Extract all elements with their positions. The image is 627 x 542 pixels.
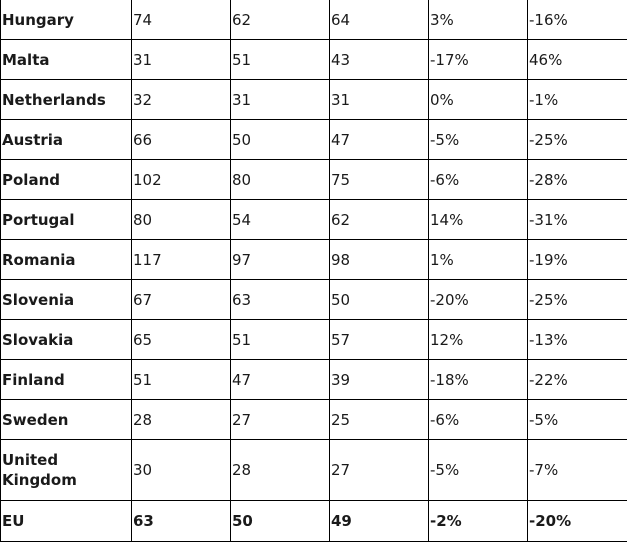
value-cell: 117: [132, 240, 231, 280]
change-cell: -20%: [429, 280, 528, 320]
value-cell: 50: [330, 280, 429, 320]
value-cell: 75: [330, 160, 429, 200]
table-row: [1, 120, 627, 160]
table-row: [1, 40, 627, 80]
value-cell: 80: [132, 200, 231, 240]
change-cell: -5%: [429, 120, 528, 160]
value-cell: 62: [330, 200, 429, 240]
value-cell: 25: [330, 400, 429, 440]
change-cell: -28%: [528, 160, 627, 200]
table-row: [1, 200, 627, 240]
value-cell: 30: [132, 440, 231, 501]
table-row: [1, 360, 627, 400]
change-cell: -25%: [528, 120, 627, 160]
value-cell: 39: [330, 360, 429, 400]
value-cell: 65: [132, 320, 231, 360]
country-cell: Poland: [1, 160, 132, 200]
change-cell: -17%: [429, 40, 528, 80]
table-body: [1, 0, 627, 542]
country-cell: Netherlands: [1, 80, 132, 120]
value-cell: 63: [231, 280, 330, 320]
value-cell: 102: [132, 160, 231, 200]
value-cell: 67: [132, 280, 231, 320]
change-cell: 1%: [429, 240, 528, 280]
change-cell: -18%: [429, 360, 528, 400]
change-cell: -5%: [528, 400, 627, 440]
value-cell: 31: [231, 80, 330, 120]
country-cell: Slovenia: [1, 280, 132, 320]
table-row: [1, 160, 627, 200]
value-cell: 28: [132, 400, 231, 440]
change-cell: -1%: [528, 80, 627, 120]
value-cell: 31: [132, 40, 231, 80]
table-row: [1, 320, 627, 360]
value-cell: 98: [330, 240, 429, 280]
change-cell: -22%: [528, 360, 627, 400]
change-cell: 0%: [429, 80, 528, 120]
change-cell: -7%: [528, 440, 627, 501]
change-cell: -2%: [429, 501, 528, 542]
value-cell: 97: [231, 240, 330, 280]
value-cell: 47: [330, 120, 429, 160]
value-cell: 66: [132, 120, 231, 160]
value-cell: 64: [330, 0, 429, 40]
table-row: [1, 240, 627, 280]
value-cell: 31: [330, 80, 429, 120]
value-cell: 50: [231, 501, 330, 542]
table-row: [1, 0, 627, 40]
change-cell: -6%: [429, 160, 528, 200]
value-cell: 28: [231, 440, 330, 501]
table-row: [1, 440, 627, 501]
value-cell: 57: [330, 320, 429, 360]
value-cell: 27: [330, 440, 429, 501]
country-cell: Romania: [1, 240, 132, 280]
change-cell: 14%: [429, 200, 528, 240]
value-cell: 50: [231, 120, 330, 160]
country-cell: Finland: [1, 360, 132, 400]
country-cell: EU: [1, 501, 132, 542]
change-cell: -25%: [528, 280, 627, 320]
total-row: [1, 501, 627, 542]
change-cell: -16%: [528, 0, 627, 40]
change-cell: -20%: [528, 501, 627, 542]
value-cell: 54: [231, 200, 330, 240]
table-row: [1, 400, 627, 440]
value-cell: 51: [231, 40, 330, 80]
value-cell: 80: [231, 160, 330, 200]
value-cell: 47: [231, 360, 330, 400]
country-cell: Slovakia: [1, 320, 132, 360]
country-cell: Austria: [1, 120, 132, 160]
change-cell: 12%: [429, 320, 528, 360]
change-cell: -5%: [429, 440, 528, 501]
value-cell: 49: [330, 501, 429, 542]
country-cell: Malta: [1, 40, 132, 80]
change-cell: -31%: [528, 200, 627, 240]
value-cell: 32: [132, 80, 231, 120]
value-cell: 63: [132, 501, 231, 542]
country-cell: Sweden: [1, 400, 132, 440]
table-row: [1, 80, 627, 120]
change-cell: -19%: [528, 240, 627, 280]
value-cell: 74: [132, 0, 231, 40]
change-cell: -6%: [429, 400, 528, 440]
change-cell: 3%: [429, 0, 528, 40]
table-row: [1, 280, 627, 320]
country-cell: Hungary: [1, 0, 132, 40]
change-cell: -13%: [528, 320, 627, 360]
country-cell: Portugal: [1, 200, 132, 240]
change-cell: 46%: [528, 40, 627, 80]
value-cell: 43: [330, 40, 429, 80]
value-cell: 27: [231, 400, 330, 440]
country-cell: United Kingdom: [1, 440, 132, 501]
value-cell: 62: [231, 0, 330, 40]
value-cell: 51: [231, 320, 330, 360]
value-cell: 51: [132, 360, 231, 400]
